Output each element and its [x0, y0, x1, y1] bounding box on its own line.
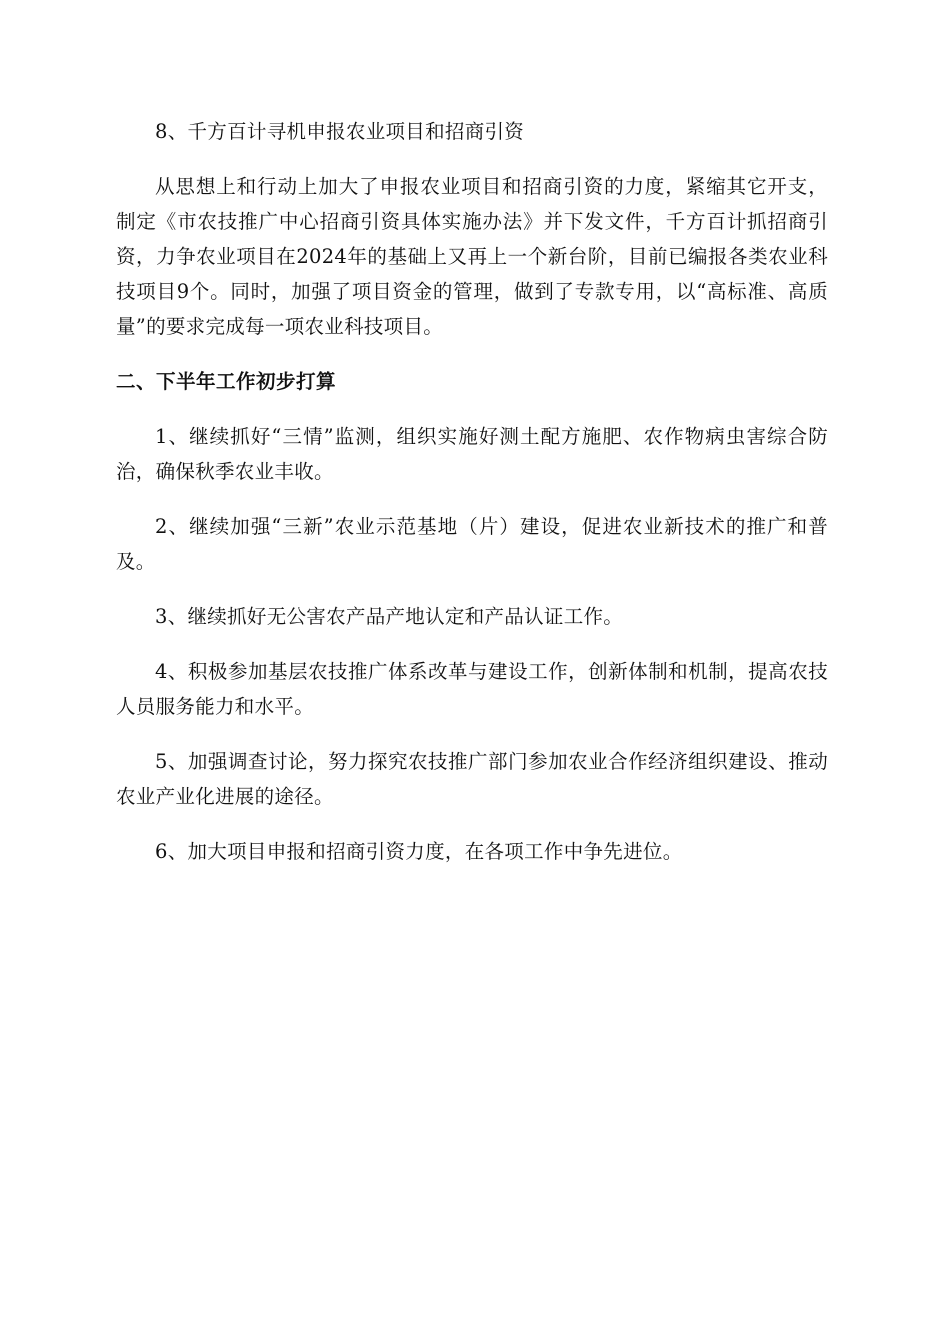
plan-item-4: 4、积极参加基层农技推广体系改革与建设工作，创新体制和机制，提高农技人员服务能力和水平。: [116, 660, 828, 718]
item-8-title: 8、千方百计寻机申报农业项目和招商引资: [155, 120, 525, 143]
section-heading: 二、下半年工作初步打算: [116, 370, 337, 393]
item-8-body: 从思想上和行动上加大了申报农业项目和招商引资的力度，紧缩其它开支，制定《市农技推广中心招商引资具体实施办法》并下发文件，千方百计抓招商引资，力争农业项目在2024年的基础上又再上一个新台阶，目前已编报各类农业科技项目9个。同时，加强了项目资金的管理，做到了专款专用，以“高标准、高质量”的要求完成每一项农业科技项目。: [116, 175, 828, 338]
plan-item-6: 6、加大项目申报和招商引资力度，在各项工作中争先进位。: [155, 840, 683, 863]
plan-item-1: 1、继续抓好“三情”监测，组织实施好测土配方施肥、农作物病虫害综合防治，确保秋季农业丰收。: [116, 425, 828, 483]
plan-item-3: 3、继续抓好无公害农产品产地认定和产品认证工作。: [155, 605, 624, 628]
document-body: [116, 114, 828, 889]
plan-item-2: 2、继续加强“三新”农业示范基地（片）建设，促进农业新技术的推广和普及。: [116, 515, 828, 573]
plan-item-5: 5、加强调查讨论，努力探究农技推广部门参加农业合作经济组织建设、推动农业产业化进展的途径。: [116, 750, 828, 808]
